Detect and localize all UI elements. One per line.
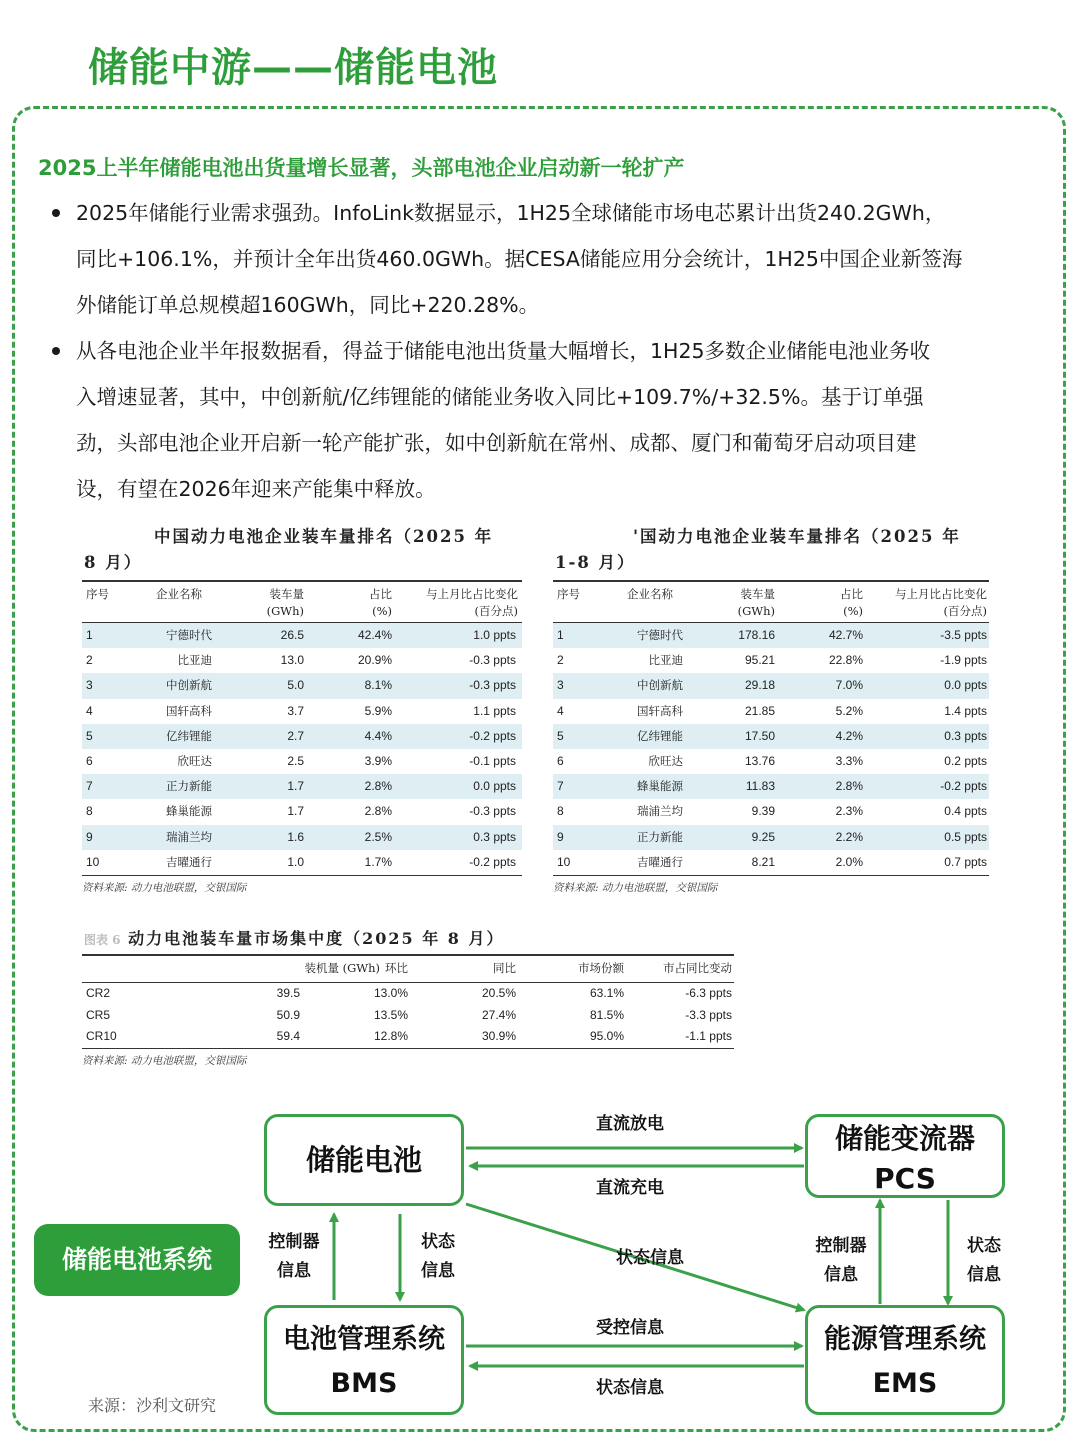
cell-company: 宁德时代: [166, 628, 212, 642]
cell-share: 81.5%: [589, 1007, 624, 1022]
table1-caption-line2: 8 月）: [84, 553, 143, 572]
cell-rank: 10: [86, 854, 100, 869]
cell-change: -0.3 ppts: [469, 678, 516, 693]
cell-share: 2.3%: [835, 804, 863, 819]
header-volume: 装车量 (GWh): [737, 587, 775, 618]
cell-change: 1.1 ppts: [473, 703, 516, 718]
cell-volume: 178.16: [738, 628, 775, 642]
cell-share: 3.9%: [364, 753, 392, 768]
cell-share_chg: -6.3 ppts: [685, 986, 732, 1000]
cell-volume: 1.7: [287, 779, 304, 794]
cell-yoy: 20.5%: [481, 986, 516, 1000]
cell-rank: 7: [557, 779, 564, 794]
dc-charge-label: 直流充电: [596, 1178, 664, 1198]
cell-change: 1.0 ppts: [473, 628, 516, 642]
cell-volume: 59.4: [276, 1029, 300, 1043]
page-title: 储能中游——储能电池: [88, 45, 498, 91]
header-mom: 环比: [385, 961, 408, 975]
cell-volume: 11.83: [745, 779, 775, 794]
table3-caption-text: 动力电池装车量市场集中度（2025 年 8 月）: [128, 929, 505, 948]
header-share: 占比 (%): [369, 587, 392, 618]
cell-volume: 1.7: [287, 804, 304, 819]
cell-change: 0.2 ppts: [944, 753, 987, 768]
cell-volume: 2.5: [287, 753, 304, 768]
cell-volume: 13.0: [280, 653, 304, 668]
cell-share: 2.8%: [364, 779, 392, 794]
cell-company: 国轩高科: [637, 703, 683, 718]
cell-company: 比亚迪: [648, 653, 683, 668]
cell-volume: 95.21: [744, 653, 775, 668]
cell-share: 4.2%: [835, 728, 863, 743]
cell-change: 0.3 ppts: [944, 728, 987, 743]
cell-rank: 10: [557, 854, 571, 869]
cell-share_chg: -1.1 ppts: [685, 1029, 732, 1043]
cell-share: 7.0%: [835, 678, 863, 693]
header-company: 企业名称: [156, 587, 202, 601]
cell-share: 1.7%: [364, 854, 392, 869]
battery-status-label: 状态信息: [616, 1248, 684, 1268]
battery-box: 储能电池: [264, 1114, 464, 1206]
cell-mom: 12.8%: [373, 1029, 408, 1043]
bullet-line: 外储能订单总规模超160GWh，同比+220.28%。: [76, 293, 540, 317]
cell-company: 亿纬锂能: [637, 728, 683, 743]
cell-rank: 3: [86, 678, 93, 693]
bullet-line: 设，有望在2026年迎来产能集中释放。: [76, 477, 436, 501]
cell-share: 4.4%: [364, 728, 392, 743]
cell-company: 国轩高科: [166, 703, 212, 718]
cell-name: CR5: [86, 1007, 111, 1022]
cell-rank: 5: [86, 728, 93, 743]
cell-volume: 9.25: [751, 829, 775, 844]
cell-share: 42.4%: [357, 628, 392, 642]
cell-share: 20.9%: [357, 653, 392, 668]
bms-status-info-label: 状态信息: [596, 1378, 664, 1398]
cell-rank: 6: [86, 753, 93, 768]
cell-change: -0.3 ppts: [469, 804, 516, 819]
cell-share: 5.2%: [835, 703, 863, 718]
cell-volume: 39.5: [276, 986, 300, 1000]
bms-abbr: BMS: [330, 1368, 398, 1399]
header-rank: 序号: [86, 587, 109, 601]
cell-share: 95.0%: [589, 1029, 624, 1043]
cell-rank: 7: [86, 779, 93, 794]
bms-label: 电池管理系统: [283, 1324, 445, 1355]
cell-share: 63.1%: [589, 986, 624, 1000]
cell-yoy: 30.9%: [481, 1029, 516, 1043]
cell-yoy: 27.4%: [481, 1007, 516, 1022]
cell-rank: 6: [557, 753, 564, 768]
ems-abbr: EMS: [872, 1368, 938, 1399]
cell-rank: 1: [557, 628, 564, 642]
cell-rank: 9: [86, 829, 93, 844]
cell-share_chg: -3.3 ppts: [685, 1007, 732, 1022]
ems-box: [805, 1305, 1005, 1415]
cell-company: 吉曜通行: [166, 854, 212, 869]
header-company: 企业名称: [627, 587, 673, 601]
cell-company: 亿纬锂能: [166, 728, 212, 743]
pcs-label: 储能变流器: [834, 1122, 975, 1155]
cell-share: 22.8%: [828, 653, 863, 668]
cell-volume: 8.21: [751, 854, 775, 869]
cell-change: -0.2 ppts: [469, 728, 516, 743]
dc-discharge-label: 直流放电: [596, 1114, 664, 1134]
cell-company: 瑞浦兰均: [166, 829, 212, 844]
cell-rank: 8: [86, 804, 93, 819]
cell-company: 比亚迪: [177, 653, 212, 668]
cell-change: -0.2 ppts: [469, 854, 516, 869]
bms-status-label: 状态 信息: [421, 1232, 455, 1281]
cell-volume: 3.7: [287, 703, 304, 718]
header-yoy: 同比: [493, 961, 516, 975]
cell-share: 2.2%: [835, 829, 863, 844]
header-share: 市场份额: [578, 961, 624, 975]
cell-volume: 50.9: [276, 1007, 300, 1022]
system-badge: 储能电池系统: [34, 1224, 240, 1296]
bms-ctrl-label: 控制器 信息: [268, 1232, 320, 1281]
pcs-status-label: 状态 信息: [967, 1236, 1001, 1285]
bullet-line: 入增速显著，其中，中创新航/亿纬锂能的储能业务收入同比+109.7%/+32.5%。基于订单强: [76, 385, 924, 409]
cell-volume: 1.6: [287, 829, 304, 844]
cell-change: -1.9 ppts: [940, 653, 987, 668]
header-change: 与上月比占比变化 (百分点): [895, 587, 987, 618]
pcs-ctrl-label: 控制器 信息: [815, 1236, 867, 1285]
cell-mom: 13.5%: [373, 1007, 408, 1022]
cell-share: 2.8%: [835, 779, 863, 794]
table1-caption-line1: 中国动力电池企业装车量排名（2025 年: [154, 527, 494, 546]
cell-volume: 9.39: [751, 804, 775, 819]
cell-share: 2.0%: [835, 854, 863, 869]
section-subtitle: 2025上半年储能电池出货量增长显著，头部电池企业启动新一轮扩产: [38, 156, 685, 180]
cell-rank: 2: [557, 653, 564, 668]
cell-rank: 4: [557, 703, 564, 718]
cell-company: 正力新能: [637, 829, 683, 844]
controlled-info-label: 受控信息: [596, 1318, 664, 1338]
cell-rank: 4: [86, 703, 93, 718]
cell-rank: 9: [557, 829, 564, 844]
header-share: 占比 (%): [840, 587, 863, 618]
header-volume: 装机量 (GWh): [304, 961, 380, 975]
cell-volume: 26.5: [280, 628, 304, 642]
cell-share: 3.3%: [835, 753, 863, 768]
bms-box: [264, 1305, 464, 1415]
cell-share: 2.8%: [364, 804, 392, 819]
cell-change: 0.4 ppts: [944, 804, 987, 819]
cell-change: -0.1 ppts: [469, 753, 516, 768]
cell-company: 吉曜通行: [637, 854, 683, 869]
cell-rank: 8: [557, 804, 564, 819]
cell-change: 0.3 ppts: [473, 829, 516, 844]
cell-volume: 5.0: [287, 678, 304, 693]
cell-volume: 17.50: [744, 728, 775, 743]
cell-volume: 13.76: [744, 753, 775, 768]
cell-change: -0.2 ppts: [940, 779, 987, 794]
header-rank: 序号: [557, 587, 580, 601]
cell-volume: 29.18: [744, 678, 775, 693]
cell-company: 中创新航: [637, 678, 683, 693]
cell-company: 中创新航: [166, 678, 212, 693]
cell-change: 0.7 ppts: [944, 854, 987, 869]
cell-rank: 3: [557, 678, 564, 693]
cell-rank: 2: [86, 653, 93, 668]
cell-rank: 5: [557, 728, 564, 743]
cell-share: 5.9%: [364, 703, 392, 718]
ems-label: 能源管理系统: [824, 1324, 986, 1355]
cell-share: 8.1%: [364, 678, 392, 693]
table3-caption-prefix: 图表 6: [84, 933, 121, 947]
cell-mom: 13.0%: [373, 986, 408, 1000]
bullet-line: 2025年储能行业需求强劲。InfoLink数据显示，1H25全球储能市场电芯累计出货240.2GWh，: [76, 201, 946, 225]
cell-change: -0.3 ppts: [469, 653, 516, 668]
pcs-abbr: PCS: [874, 1162, 936, 1195]
header-volume: 装车量 (GWh): [266, 587, 304, 618]
cell-change: 1.4 ppts: [944, 703, 987, 718]
cell-name: CR10: [86, 1029, 117, 1043]
cell-company: 蜂巢能源: [166, 804, 212, 819]
cell-change: 0.0 ppts: [473, 779, 516, 794]
cell-change: -3.5 ppts: [940, 628, 987, 642]
table1-source: 资料来源: 动力电池联盟，交银国际: [82, 875, 522, 895]
table3-source: 资料来源: 动力电池联盟，交银国际: [82, 1048, 734, 1068]
cell-volume: 2.7: [287, 728, 304, 743]
cell-change: 0.0 ppts: [944, 678, 987, 693]
table2-caption-line1: '国动力电池企业装车量排名（2025 年: [633, 527, 961, 546]
table2-caption-line2: 1-8 月）: [555, 553, 636, 572]
bullet-line: 从各电池企业半年报数据看，得益于储能电池出货量大幅增长，1H25多数企业储能电池业务收: [76, 339, 931, 363]
cell-company: 蜂巢能源: [637, 779, 683, 794]
header-change: 与上月比占比变化 (百分点): [426, 587, 518, 618]
cell-company: 宁德时代: [637, 628, 683, 642]
cell-company: 正力新能: [166, 779, 212, 794]
header-share-change: 市占同比变动: [663, 961, 732, 975]
cell-company: 欣旺达: [648, 753, 683, 768]
cell-change: 0.5 ppts: [944, 829, 987, 844]
cell-volume: 21.85: [744, 703, 775, 718]
cell-rank: 1: [86, 628, 93, 642]
cell-share: 42.7%: [828, 628, 863, 642]
cell-company: 瑞浦兰均: [637, 804, 683, 819]
bullet-line: 同比+106.1%，并预计全年出货460.0GWh。据CESA储能应用分会统计，1H25中国企业新签海: [76, 247, 963, 271]
cell-volume: 1.0: [287, 854, 304, 869]
table2-source: 资料来源: 动力电池联盟，交银国际: [553, 875, 989, 895]
cell-share: 2.5%: [364, 829, 392, 844]
cell-company: 欣旺达: [177, 753, 212, 768]
bullet-line: 劲，头部电池企业开启新一轮产能扩张，如中创新航在常州、成都、厦门和葡萄牙启动项目建: [76, 431, 917, 455]
cell-name: CR2: [86, 986, 111, 1000]
pcs-box: [805, 1114, 1005, 1198]
source-note: 来源：沙利文研究: [88, 1396, 217, 1415]
